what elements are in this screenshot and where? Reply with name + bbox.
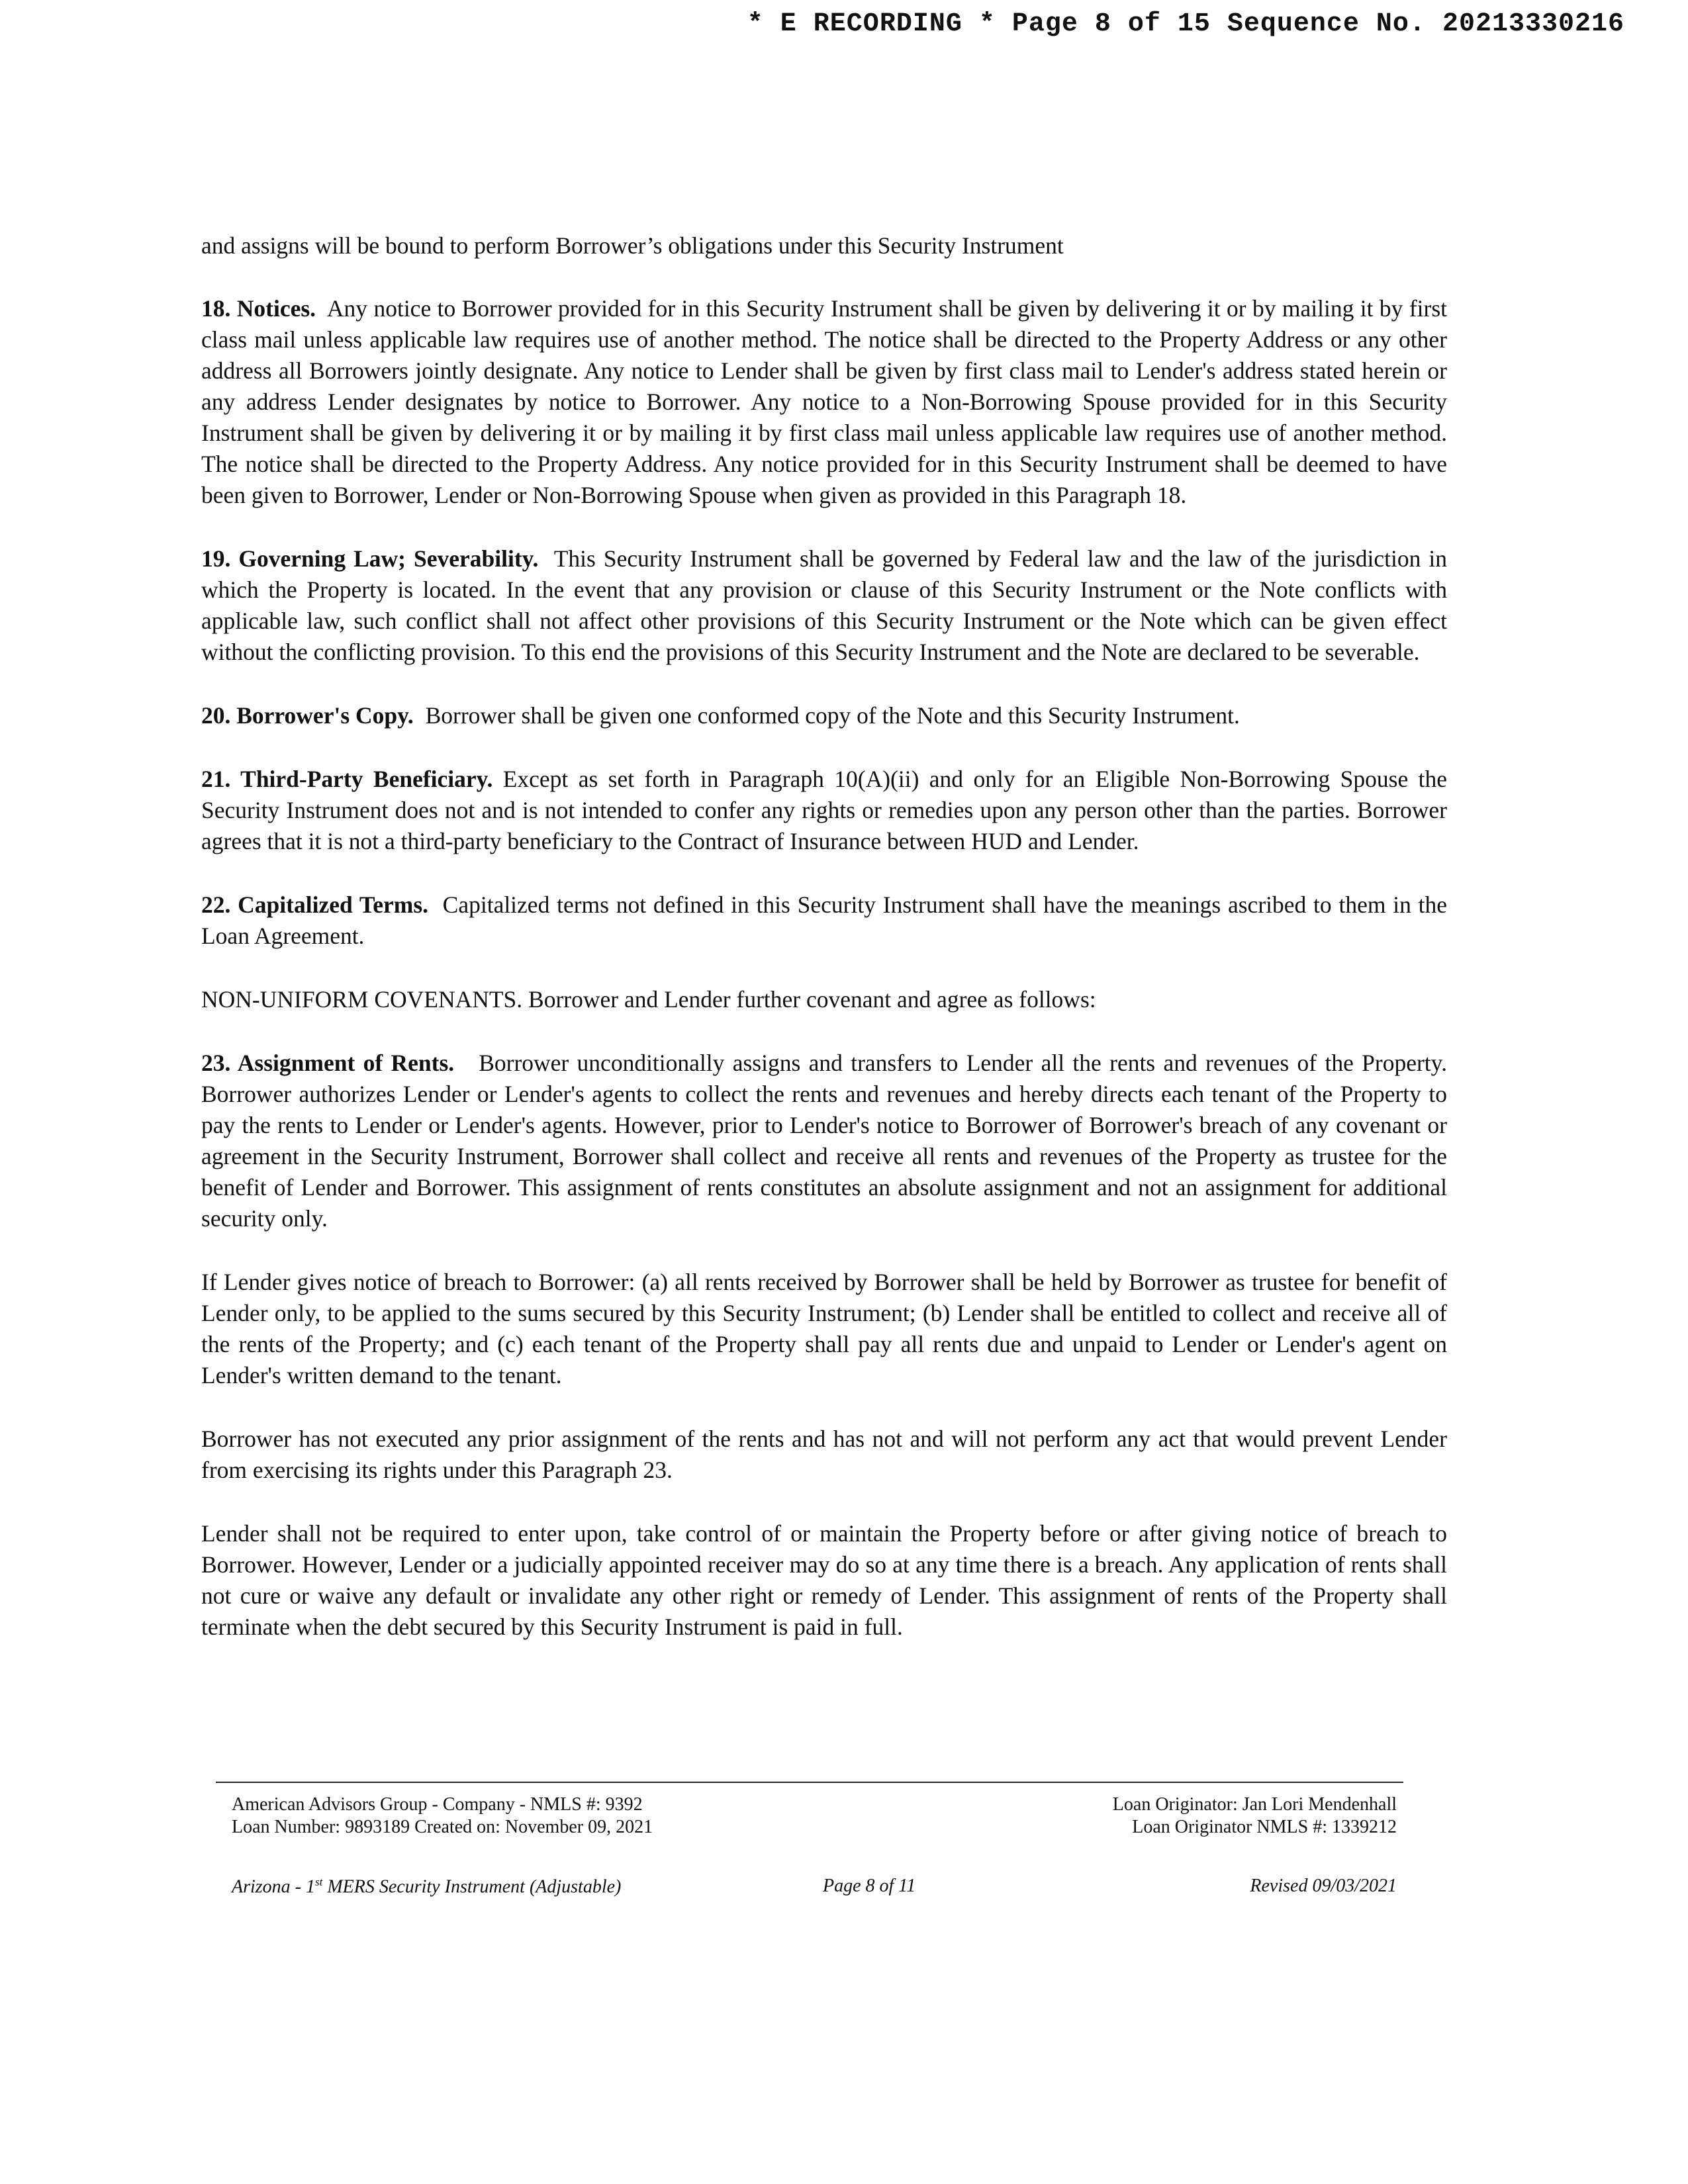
section-22-title: 22. Capitalized Terms. <box>201 891 429 918</box>
section-18-text: Any notice to Borrower provided for in this Security Instrument shall be given by delivering it or by mailing it by first class mail unless applicable law requires use of another method. The notice shall be directed to the Property Address or any other address all Borrowers jointly designate. Any notice to Lender shall be given by first class mail to Lender's address stated herein or any address Lender designates by notice to Borrower. Any notice to a Non-Borrowing Spouse provided for in this Security Instrument shall be given by delivering it or by mailing it by first class mail unless applicable law requires use of another method. The notice shall be directed to the Property Address. Any notice provided for in this Security Instrument shall be deemed to have been given to Borrower, Lender or Non-Borrowing Spouse when given as provided in this Paragraph 18. <box>201 295 1448 508</box>
footer-info <box>232 1794 1397 1839</box>
section-20-title: 20. Borrower's Copy. <box>201 702 414 729</box>
section-18-title: 18. Notices. <box>201 295 316 322</box>
section-22-text: Capitalized terms not defined in this Security Instrument shall have the meanings ascribed to them in the Loan Agreement. <box>201 891 1448 949</box>
section-23-title: 23. Assignment of Rents. <box>201 1050 455 1076</box>
section-21-text: Except as set forth in Paragraph 10(A)(ii) and only for an Eligible Non-Borrowing Spouse the Security Instrument does not and is not intended to confer any rights or remedies upon any person other than the parties. Borrower agrees that it is not a third-party beneficiary to the Contract of Insurance between HUD and Lender. <box>201 766 1448 854</box>
section-23-assignment-of-rents <box>201 1048 1447 1234</box>
non-uniform-covenants: NON-UNIFORM COVENANTS. Borrower and Lender further covenant and agree as follows: <box>201 986 1096 1013</box>
section-19-title: 19. Governing Law; Severability. <box>201 545 539 572</box>
recording-stamp: * E RECORDING * Page 8 of 15 Sequence No. 20213330216 <box>747 9 1624 39</box>
section-23-text: Borrower unconditionally assigns and transfers to Lender all the rents and revenues of the Property. Borrower authorizes Lender or Lender's agents to collect the rents and revenues and hereby directs each tenant of the Property to pay the rents to Lender or Lender's agents. However, prior to Lender's notice to Borrower of Borrower's breach of any covenant or agreement in the Security Instrument, Borrower shall collect and receive all rents and revenues of the Property as trustee for the benefit of Lender and Borrower. This assignment of rents constitutes an absolute assignment and not an assignment for additional security only. <box>201 1050 1447 1232</box>
footer-originator: Loan Originator: Jan Lori Mendenhall <box>1112 1794 1397 1815</box>
section-21-title: 21. Third-Party Beneficiary. <box>201 766 493 792</box>
section-20-text: Borrower shall be given one conformed copy of the Note and this Security Instrument. <box>425 702 1240 729</box>
intro-paragraph: and assigns will be bound to perform Borrower’s obligations under this Security Instrument <box>201 232 1064 259</box>
document-body <box>201 230 1447 1675</box>
section-19-text: This Security Instrument shall be governed by Federal law and the law of the jurisdiction in which the Property is located. In the event that any provision or clause of this Security Instrument or the Note conflicts with applicable law, such conflict shall not affect other provisions of this Security Instrument or the Note which can be given effect without the conflicting provision. To this end the provisions of this Security Instrument and the Note are declared to be severable. <box>201 545 1448 665</box>
footer-form-line <box>232 1876 1397 1897</box>
footer-originator-nmls: Loan Originator NMLS #: 1339212 <box>1132 1817 1397 1837</box>
section-18-notices <box>201 293 1447 511</box>
footer-revised-date: Revised 09/03/2021 <box>1250 1876 1397 1896</box>
footer-form-name: Arizona - 1st MERS Security Instrument (Adjustable) <box>232 1876 622 1897</box>
section-21-third-party <box>201 764 1447 857</box>
control-paragraph: Lender shall not be required to enter upon, take control of or maintain the Property before or after giving notice of breach to Borrower. However, Lender or a judicially appointed receiver may do so at any time there is a breach. Any application of rents shall not cure or waive any default or invalidate any other right or remedy of Lender. This assignment of rents of the Property shall terminate when the debt secured by this Security Instrument is paid in full. <box>201 1520 1447 1640</box>
footer-company: American Advisors Group - Company - NMLS #: 9392 <box>232 1794 643 1815</box>
footer-loan-number: Loan Number: 9893189 Created on: November 09, 2021 <box>232 1817 653 1837</box>
section-19-governing-law <box>201 543 1447 668</box>
prior-assignment-paragraph: Borrower has not executed any prior assignment of the rents and has not and will not perform any act that would prevent Lender from exercising its rights under this Paragraph 23. <box>201 1426 1447 1483</box>
section-20-borrowers-copy <box>201 700 1447 731</box>
breach-paragraph: If Lender gives notice of breach to Borrower: (a) all rents received by Borrower shall be held by Borrower as trustee for benefit of Lender only, to be applied to the sums secured by this Security Instrument; (b) Lender shall be entitled to collect and receive all of the rents of the Property; and (c) each tenant of the Property shall pay all rents due and unpaid to Lender or Lender's agent on Lender's written demand to the tenant. <box>201 1269 1447 1388</box>
section-22-capitalized-terms <box>201 889 1447 952</box>
footer-divider <box>216 1782 1403 1783</box>
footer-page-number: Page 8 of 11 <box>823 1876 916 1896</box>
